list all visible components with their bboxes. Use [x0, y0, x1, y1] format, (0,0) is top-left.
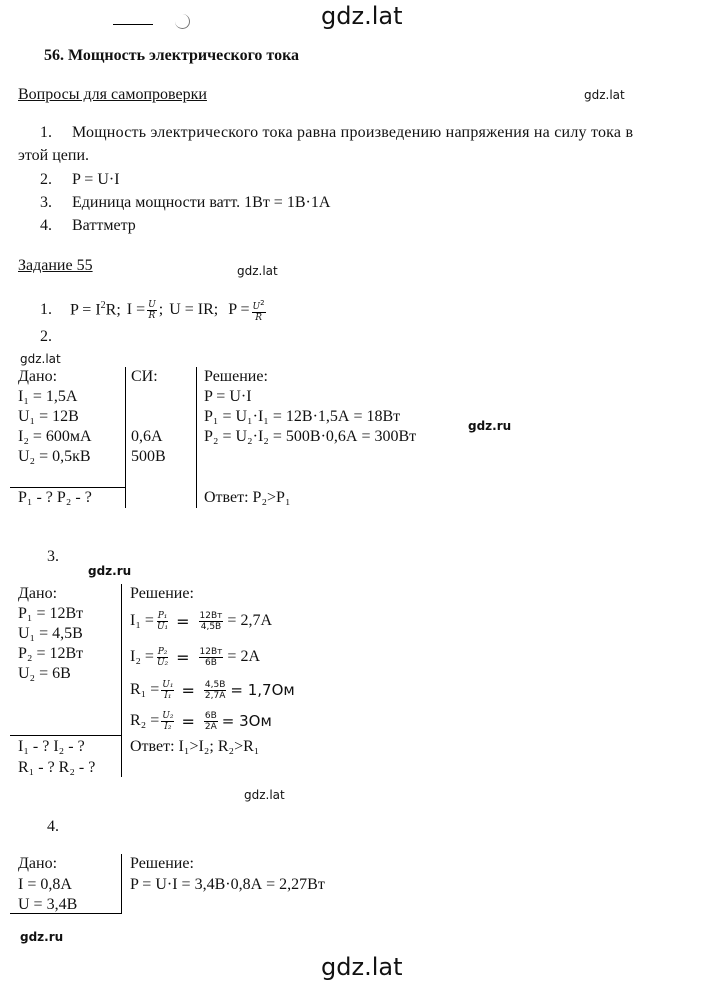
- p3-given-4: U₂ = 6В: [18, 665, 71, 682]
- p3-given-1: P₁ = 12Вт: [18, 605, 84, 622]
- question-3-number: 3.: [40, 194, 52, 211]
- p4-solution: P = U·I = 3,4В·0,8А = 2,27Вт: [130, 876, 325, 893]
- p2-si-2: 500В: [131, 448, 166, 465]
- p3-divider: [121, 584, 122, 777]
- p3-eq-value-fraction: $\frac{6В}{2А}$: [204, 710, 217, 732]
- p3-eq-symbolic-fraction: $\frac{\text{U₂}}{\text{I₂}}$: [162, 710, 174, 732]
- p2-find: P₁ - ? P₂ - ?: [18, 489, 92, 506]
- p3-equation-3: [130, 676, 295, 704]
- watermark-ru-2: gdz.ru: [88, 564, 132, 578]
- p3-eq-equals: =: [176, 647, 190, 667]
- p3-eq-symbolic-fraction: $\frac{\text{U₁}}{\text{I₁}}$: [162, 679, 174, 701]
- p3-eq-lhs: R₂ =: [130, 712, 160, 729]
- question-4-number: 4.: [40, 217, 52, 234]
- question-1-text-cont: этой цепи.: [18, 147, 89, 164]
- p3-eq-value-fraction: $\frac{12Вт}{4,5В}$: [199, 610, 223, 632]
- p4-solution-label: Решение:: [130, 855, 194, 872]
- task-heading: Задание 55: [18, 257, 93, 274]
- p2-si-label: СИ:: [131, 368, 158, 385]
- question-2-number: 2.: [40, 171, 52, 188]
- p2-given-4: U₂ = 0,5кВ: [18, 448, 91, 465]
- watermark-small-2: gdz.lat: [237, 264, 278, 278]
- p3-find-2: R₁ - ? R₂ - ?: [18, 759, 96, 776]
- formula-current: I = $\frac{U}{R}$ ;: [126, 299, 164, 321]
- p3-eq-symbolic-fraction: $\frac{\text{P₂}}{\text{U₂}}$: [156, 646, 169, 668]
- watermark-small-3: gdz.lat: [20, 352, 61, 366]
- task-item-1-number: 1.: [40, 301, 52, 318]
- p2-given-3: I₂ = 600мА: [18, 428, 92, 445]
- watermark-small-4: gdz.lat: [244, 788, 285, 802]
- question-3-text: Единица мощности ватт. 1Вт = 1В·1А: [72, 194, 331, 211]
- question-1-number: 1.: [40, 124, 52, 141]
- p3-eq-lhs: I₁ =: [130, 612, 154, 629]
- task-item-2-number: 2.: [40, 328, 52, 345]
- question-1-text: Мощность электрического тока равна произведению напряжения на силу тока в: [72, 124, 634, 141]
- top-fragment-line: [113, 24, 153, 25]
- p2-dano-label: Дано:: [18, 368, 58, 385]
- p2-solution-1: P = U·I: [204, 388, 252, 405]
- p3-given-3: P₂ = 12Вт: [18, 645, 84, 662]
- p3-find-1: I₁ - ? I₂ - ?: [18, 738, 85, 755]
- watermark-ru-1: gdz.ru: [468, 419, 512, 433]
- p3-equation-1: [130, 607, 272, 635]
- top-fragment-arc: [175, 14, 190, 29]
- p3-find-line: [10, 735, 121, 736]
- task-item-3-number: 3.: [47, 548, 59, 565]
- p3-equation-2: [130, 643, 260, 671]
- questions-heading: Вопросы для самопроверки: [18, 86, 207, 103]
- p4-bottom-line: [10, 913, 121, 914]
- p4-given-2: U = 3,4В: [18, 896, 78, 913]
- p4-divider: [121, 854, 122, 914]
- p3-eq-value-fraction: $\frac{12Вт}{6В}$: [199, 646, 223, 668]
- formula-voltage: U = IR;: [169, 301, 219, 318]
- p2-answer: Ответ: P₂>P₁: [204, 489, 291, 506]
- p3-eq-result: = 2,7А: [227, 612, 272, 629]
- p3-eq-symbolic-fraction: $\frac{\text{P₁}}{\text{U₁}}$: [156, 610, 169, 632]
- formula-line: [70, 292, 268, 328]
- p3-eq-result: = 3Ом: [221, 712, 272, 730]
- p3-eq-lhs: R₁ =: [130, 681, 160, 698]
- p3-dano-label: Дано:: [18, 585, 58, 602]
- watermark-top: gdz.lat: [321, 2, 403, 30]
- p3-eq-result: = 1,7Ом: [230, 681, 295, 699]
- p2-solution-2: P₁ = U₁·I₁ = 12В·1,5А = 18Вт: [204, 408, 401, 425]
- p3-eq-lhs: I₂ =: [130, 648, 154, 665]
- formula-power-ir: $P = I^2R$;: [70, 300, 121, 319]
- task-item-4-number: 4.: [47, 818, 59, 835]
- p3-eq-equals: =: [181, 680, 195, 700]
- p2-find-line: [10, 487, 125, 488]
- p3-solution-label: Решение:: [130, 585, 194, 602]
- p4-given-1: I = 0,8А: [18, 876, 72, 893]
- watermark-small-1: gdz.lat: [584, 88, 625, 102]
- p2-given-2: U₁ = 12В: [18, 408, 79, 425]
- p3-equation-4: [130, 707, 272, 735]
- question-2-text: P = U·I: [72, 171, 120, 188]
- p3-answer: Ответ: I₁>I₂; R₂>R₁: [130, 738, 260, 755]
- p3-eq-result: = 2А: [227, 648, 260, 665]
- p3-eq-value-fraction: $\frac{4,5В}{2,7А}$: [204, 679, 226, 701]
- p2-solution-label: Решение:: [204, 368, 268, 385]
- p2-divider-2: [196, 367, 197, 508]
- p3-eq-equals: =: [181, 711, 195, 731]
- p2-solution-3: P₂ = U₂·I₂ = 500В·0,6А = 300Вт: [204, 428, 417, 445]
- watermark-bottom: gdz.lat: [321, 953, 403, 981]
- p3-eq-equals: =: [176, 611, 190, 631]
- page-title: 56. Мощность электрического тока: [44, 47, 300, 64]
- formula-power-ur: P = $\frac{U^2}{R}$: [228, 298, 265, 323]
- p4-dano-label: Дано:: [18, 855, 58, 872]
- p2-si-1: 0,6А: [131, 428, 163, 445]
- p2-divider-1: [125, 367, 126, 508]
- p3-given-2: U₁ = 4,5В: [18, 625, 83, 642]
- p2-given-1: I₁ = 1,5А: [18, 388, 78, 405]
- question-4-text: Ваттметр: [72, 217, 136, 234]
- watermark-ru-3: gdz.ru: [20, 930, 64, 944]
